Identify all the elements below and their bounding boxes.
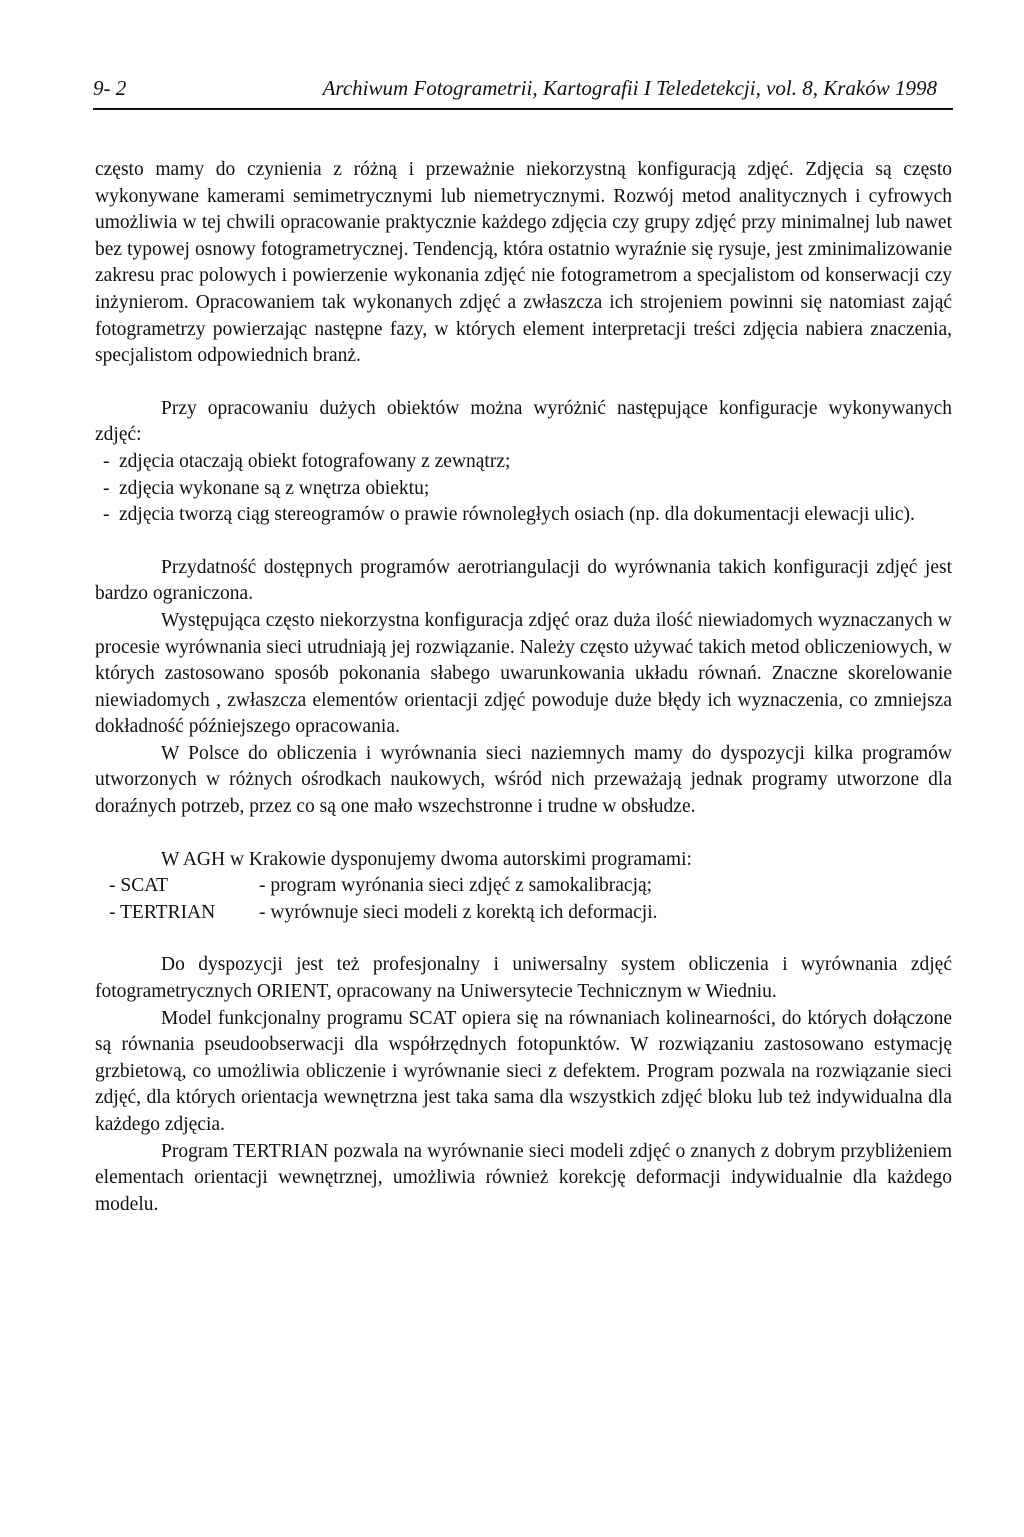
paragraph-4: Występująca często niekorzystna konfiguracja zdjęć oraz duża ilość niewiadomych wyznaczanych w procesie wyrównania sieci utrudniają jej rozwiązanie. Należy często używać takich metod obliczeniowych, w których zastosowano sposób pokonania słabego uwarunkowania układu równań. Znaczne skorelowanie niewiadomych , zwłaszcza elementów orientacji zdjęć powoduje duże błędy ich wyznaczenia, co zmniejsza dokładność późniejszego opracowania.: [95, 609, 952, 738]
paragraph-7: Do dyspozycji jest też profesjonalny i uniwersalny system obliczenia i wyrównania zdjęć fotogrametrycznych ORIENT, opracowany na Uniwersytecie Technicznym w Wiedniu.: [95, 954, 952, 1003]
paragraph-3: Przydatność dostępnych programów aerotriangulacji do wyrównania takich konfiguracji zdjęć jest bardzo ograniczona.: [95, 556, 952, 605]
paragraph-gap: [95, 370, 952, 396]
program-code: - TERTRIAN: [109, 901, 216, 923]
page-number: 9- 2: [93, 76, 127, 100]
paragraph-gap: [95, 926, 952, 952]
list-item-text: zdjęcia tworzą ciąg stereogramów o prawie równoległych osiach (np. dla dokumentacji elewacji ulic).: [119, 504, 915, 526]
paragraph-9: Program TERTRIAN pozwala na wyrównanie sieci modeli zdjęć o znanych z dobrym przybliżeniem elementach orientacji wewnętrznej, umożliwia również korekcję deformacji indywidualnie dla każdego modelu.: [95, 1140, 952, 1215]
list-item: [95, 476, 952, 503]
list-dash: -: [103, 477, 110, 499]
list-item: [95, 449, 952, 476]
journal-title: Archiwum Fotogrametrii, Kartografii I Teledetekcji, vol. 8, Kraków 1998: [322, 76, 937, 100]
program-code: - SCAT: [109, 875, 169, 897]
list-item-text: zdjęcia wykonane są z wnętrza obiektu;: [119, 477, 430, 499]
paragraph-gap: [95, 821, 952, 847]
program-item-scat: [95, 873, 952, 900]
program-description: - wyrównuje sieci modeli z korektą ich deformacji.: [259, 901, 658, 923]
program-item-tertrian: [95, 900, 952, 927]
list-item: [95, 502, 952, 529]
header-rule: [93, 108, 953, 110]
list-dash: -: [103, 504, 110, 526]
paragraph-5: W Polsce do obliczenia i wyrównania sieci naziemnych mamy do dyspozycji kilka programów utworzonych w różnych ośrodkach naukowych, wśród nich przeważają jednak programy utworzone dla doraźnych potrzeb, przez co są one mało wszechstronne i trudne w obsłudze.: [95, 742, 952, 818]
list-item-text: zdjęcia otaczają obiekt fotografowany z zewnątrz;: [119, 450, 511, 472]
program-description: - program wyrónania sieci zdjęć z samokalibracją;: [259, 875, 653, 897]
article-body: [95, 157, 952, 1218]
paragraph-1: często mamy do czynienia z różną i przeważnie niekorzystną konfiguracją zdjęć. Zdjęcia są często wykonywane kamerami semimetrycznymi lub niemetrycznymi. Rozwój metod analitycznych i cyfrowych umożliwia w tej chwili opracowanie praktycznie każdego zdjęcia czy grupy zdjęć przy minimalnej lub nawet bez typowej osnowy fotogrametrycznej. Tendencją, która ostatnio wyraźnie się rysuje, jest zminimalizowanie zakresu prac polowych i powierzenie wykonania zdjęć nie fotogrametrom a specjalistom od konserwacji czy inżynierom. Opracowaniem tak wykonanych zdjęć a zwłaszcza ich strojeniem powinni się natomiast zająć fotogrametrzy powierzając następne fazy, w których element interpretacji treści zdjęcia nabiera znaczenia, specjalistom odpowiednich branż.: [95, 159, 952, 367]
paragraph-8: Model funkcjonalny programu SCAT opiera się na równaniach kolinearności, do których dołączone są równania pseudoobserwacji dla współrzędnych fotopunktów. W rozwiązaniu zastosowano estymację grzbietową, co umożliwia obliczenie i wyrównanie sieci z defektem. Program pozwala na rozwiązanie sieci zdjęć, dla których orientacja wewnętrzna jest taka sama dla wszystkich zdjęć bloku lub też indywidualna dla każdego zdjęcia.: [95, 1007, 952, 1135]
running-header: [93, 76, 953, 106]
paragraph-2: Przy opracowaniu dużych obiektów można wyróżnić następujące konfiguracje wykonywanych zdjęć:: [95, 397, 952, 446]
list-dash: -: [103, 450, 110, 472]
paragraph-6: W AGH w Krakowie dysponujemy dwoma autorskimi programami:: [161, 848, 692, 870]
paragraph-gap: [95, 529, 952, 555]
